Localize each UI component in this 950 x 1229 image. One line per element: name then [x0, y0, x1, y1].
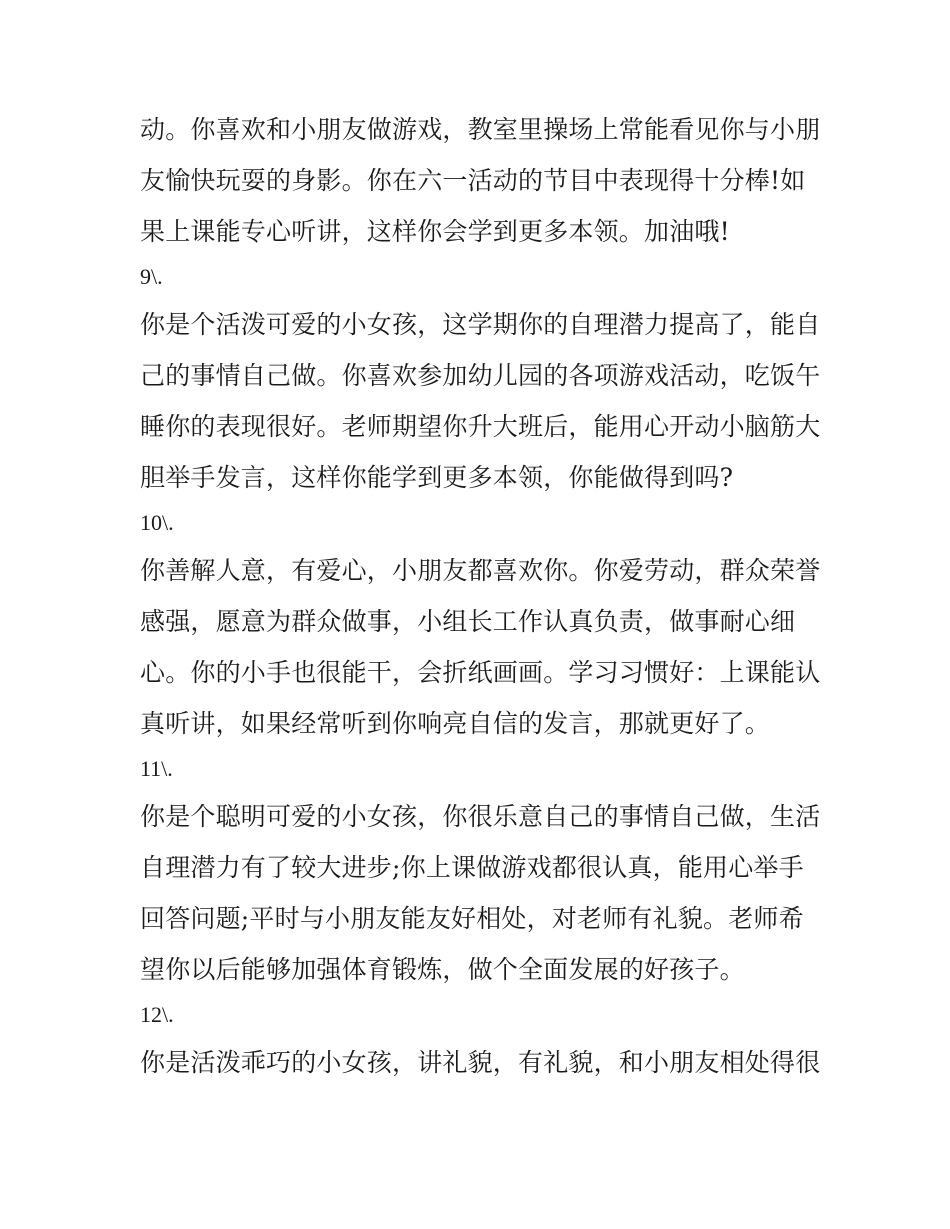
paragraph-line: 己的事情自己做。你喜欢参加幼儿园的各项游戏活动，吃饭午 — [140, 361, 821, 390]
paragraph-line: 胆举手发言，这样你能学到更多本领，你能做得到吗? — [140, 463, 734, 492]
paragraph-line: 你是个聪明可爱的小女孩，你很乐意自己的事情自己做，生活 — [140, 802, 821, 831]
item-number: 12\. — [140, 1002, 174, 1027]
item-number: 10\. — [140, 510, 174, 535]
paragraph-line: 友愉快玩耍的身影。你在六一活动的节目中表现得十分棒!如 — [140, 166, 806, 195]
paragraph-line: 心。你的小手也很能干，会折纸画画。学习习惯好：上课能认 — [140, 658, 821, 687]
paragraph-line: 你善解人意，有爱心，小朋友都喜欢你。你爱劳动，群众荣誉 — [140, 556, 821, 585]
paragraph-line: 自理潜力有了较大进步;你上课做游戏都很认真，能用心举手 — [140, 853, 804, 882]
item-number: 9\. — [140, 264, 163, 289]
item-number: 11\. — [140, 756, 173, 781]
paragraph-line: 睡你的表现很好。老师期望你升大班后，能用心开动小脑筋大 — [140, 412, 821, 441]
paragraph-line: 你是活泼乖巧的小女孩，讲礼貌，有礼貌，和小朋友相处得很 — [140, 1048, 821, 1077]
paragraph-line: 望你以后能够加强体育锻炼，做个全面发展的好孩子。 — [140, 955, 745, 984]
paragraph-line: 回答问题;平时与小朋友能友好相处，对老师有礼貌。老师希 — [140, 904, 804, 933]
paragraph-line: 动。你喜欢和小朋友做游戏，教室里操场上常能看见你与小朋 — [140, 115, 821, 144]
paragraph-line: 果上课能专心听讲，这样你会学到更多本领。加油哦! — [140, 217, 730, 246]
paragraph-line: 你是个活泼可爱的小女孩，这学期你的自理潜力提高了，能自 — [140, 310, 821, 339]
paragraph-line: 感强，愿意为群众做事，小组长工作认真负责，做事耐心细 — [140, 607, 796, 636]
paragraph-line: 真听讲，如果经常听到你响亮自信的发言，那就更好了。 — [140, 709, 771, 738]
